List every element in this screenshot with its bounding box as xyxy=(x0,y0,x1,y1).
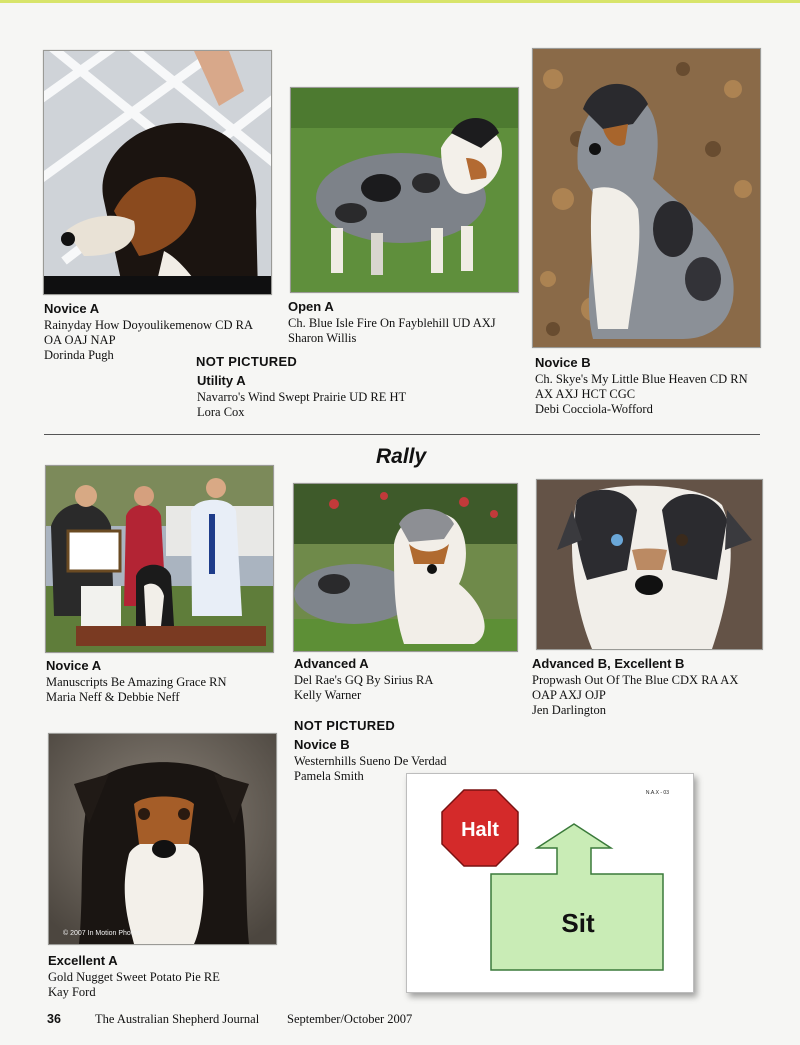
dog-name: Navarro's Wind Swept Prairie UD RE HT xyxy=(197,390,407,404)
class-title: Novice B xyxy=(535,355,591,370)
dog-name: Westernhills Sueno De Verdad xyxy=(294,754,447,768)
sit-label: Sit xyxy=(561,908,595,938)
owner-name: Kelly Warner xyxy=(294,688,362,702)
owner-name: Lora Cox xyxy=(197,405,245,419)
dog-name: Propwash Out Of The Blue CDX RA AX xyxy=(532,673,739,687)
not-pictured-heading: NOT PICTURED xyxy=(196,354,298,369)
caption-obedience-utility-a xyxy=(197,373,406,420)
owner-name: Sharon Willis xyxy=(288,331,357,345)
not-pictured-heading: NOT PICTURED xyxy=(294,718,396,733)
class-title: Advanced A xyxy=(294,656,369,671)
rally-sign-card xyxy=(406,773,694,993)
class-title: Utility A xyxy=(197,373,246,388)
dog-titles: AX AXJ HCT CGC xyxy=(535,387,636,401)
caption-obedience-novice-b xyxy=(535,355,748,417)
owner-name: Jen Darlington xyxy=(532,703,606,717)
owner-name: Kay Ford xyxy=(48,985,96,999)
photo-rally-excellent-a xyxy=(48,733,277,945)
class-title: Novice A xyxy=(46,658,102,673)
photo-open-a xyxy=(290,87,519,293)
owner-name: Pamela Smith xyxy=(294,769,364,783)
issue-date: September/October 2007 xyxy=(287,1012,413,1026)
dog-name: Del Rae's GQ By Sirius RA xyxy=(294,673,434,687)
photo-novice-b-obedience xyxy=(532,48,761,348)
class-title: Novice B xyxy=(294,737,350,752)
dog-name: Rainyday How Doyoulikemenow CD RA xyxy=(44,318,254,332)
photo-rally-advanced-a xyxy=(293,483,518,652)
owner-name: Dorinda Pugh xyxy=(44,348,114,362)
class-title: Open A xyxy=(288,299,334,314)
dog-name: Manuscripts Be Amazing Grace RN xyxy=(46,675,227,689)
dog-titles: OAP AXJ OJP xyxy=(532,688,606,702)
bleed-through-text xyxy=(400,345,404,361)
photo-rally-advanced-b xyxy=(536,479,763,650)
dog-name: Ch. Blue Isle Fire On Fayblehill UD AXJ xyxy=(288,316,496,330)
sign-code: N.A.X - 03 xyxy=(645,790,669,796)
photo-credit: © 2007 In Motion Photos xyxy=(63,930,141,937)
owner-name: Debi Cocciola-Wofford xyxy=(535,402,653,416)
page-top-edge xyxy=(0,0,800,3)
dog-titles: OA OAJ NAP xyxy=(44,333,116,347)
page-number: 36 xyxy=(47,1012,61,1026)
halt-label: Halt xyxy=(461,819,499,841)
section-title-rally: Rally xyxy=(376,445,427,468)
dog-name: Ch. Skye's My Little Blue Heaven CD RN xyxy=(535,372,748,386)
class-title: Novice A xyxy=(44,301,100,316)
caption-rally-advanced-b xyxy=(532,656,738,718)
photo-rally-novice-a xyxy=(45,465,274,653)
caption-rally-novice-a xyxy=(46,658,227,705)
photo-novice-a-obedience xyxy=(43,50,272,295)
caption-obedience-open-a xyxy=(288,299,496,346)
caption-rally-excellent-a xyxy=(48,953,220,1000)
dog-name: Gold Nugget Sweet Potato Pie RE xyxy=(48,970,220,984)
class-title: Excellent A xyxy=(48,953,118,968)
section-divider xyxy=(44,434,760,435)
class-title: Advanced B, Excellent B xyxy=(532,656,685,671)
publication-name: The Australian Shepherd Journal xyxy=(95,1012,260,1026)
owner-name: Maria Neff & Debbie Neff xyxy=(46,690,180,704)
caption-rally-advanced-a xyxy=(294,656,433,703)
